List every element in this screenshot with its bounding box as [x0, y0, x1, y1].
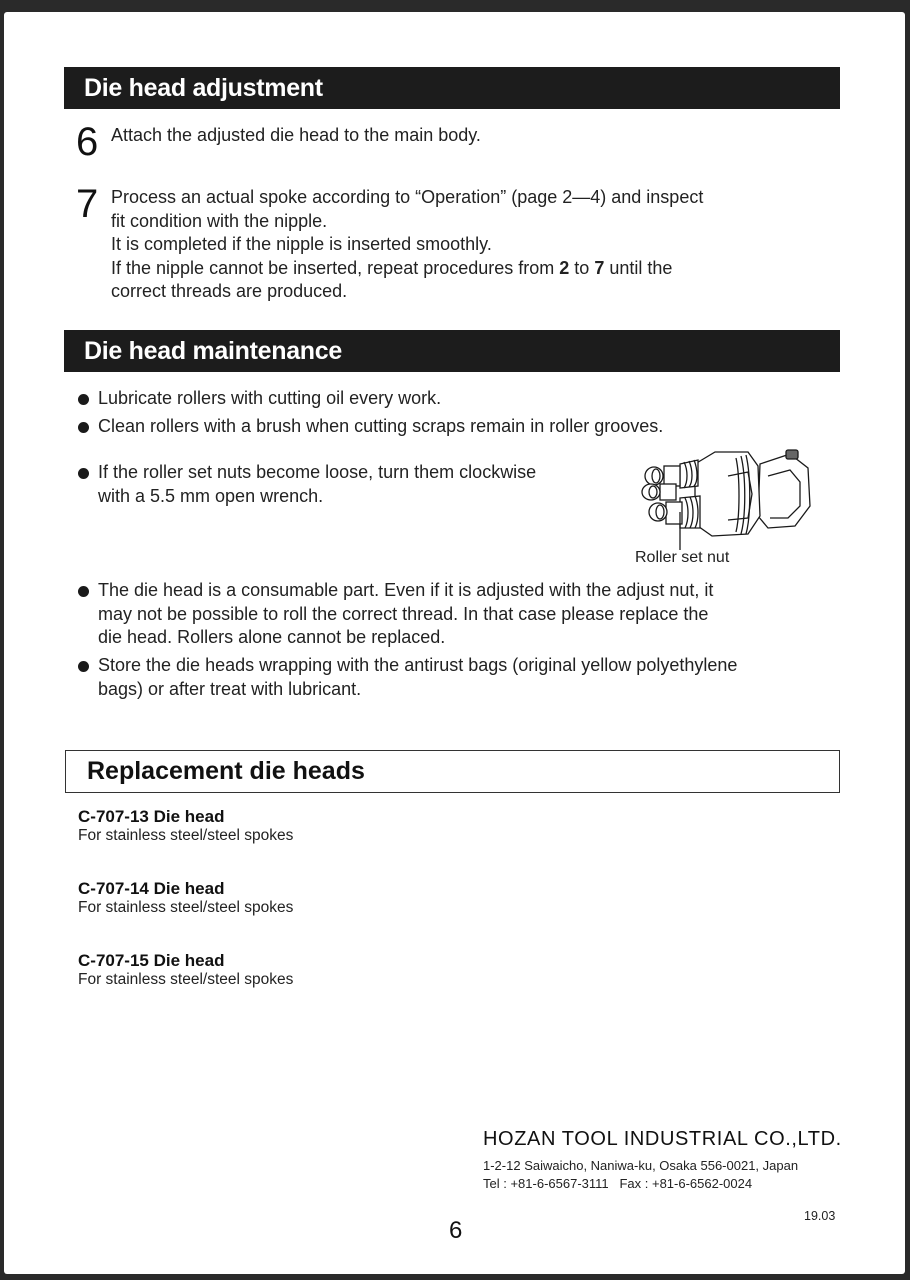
contact-line: Tel : +81-6-6567-3111 Fax : +81-6-6562-0024 — [483, 1176, 753, 1191]
figure-caption: Roller set nut — [635, 549, 730, 566]
step-line: correct threads are produced. — [111, 281, 348, 301]
product-name: C-707-14 Die head — [78, 879, 225, 898]
address-line: 1-2-12 Saiwaicho, Naniwa-ku, Osaka 556-0021, Japan — [483, 1158, 799, 1173]
step-text — [111, 186, 703, 304]
section-title: Die head maintenance — [84, 336, 342, 365]
bullet-text: die head. Rollers alone cannot be replaced. — [98, 627, 446, 647]
text-run: If the nipple cannot be inserted, repeat procedures from — [111, 257, 560, 278]
bullet-text: Store the die heads wrapping with the antirust bags (original yellow polyethylene — [98, 655, 738, 675]
section-title: Die head adjustment — [84, 73, 323, 102]
section-header-maintenance — [64, 330, 840, 372]
step-line: It is completed if the nipple is inserted smoothly. — [111, 234, 492, 254]
bullet-icon — [78, 661, 89, 672]
product-item — [78, 807, 293, 845]
section-header-replacement — [65, 750, 840, 793]
step-line — [111, 257, 703, 281]
product-description: For stainless steel/steel spokes — [78, 899, 294, 916]
product-description: For stainless steel/steel spokes — [78, 971, 294, 988]
product-description: For stainless steel/steel spokes — [78, 827, 294, 844]
step-line: Attach the adjusted die head to the main body. — [111, 125, 481, 145]
company-address — [483, 1157, 798, 1193]
version-code: 19.03 — [804, 1209, 836, 1223]
step-ref: 7 — [594, 257, 605, 278]
step-line: fit condition with the nipple. — [111, 210, 328, 231]
bullet-text: with a 5.5 mm open wrench. — [98, 485, 324, 506]
text-run: to — [569, 257, 595, 278]
step-line: Process an actual spoke according to “Operation” (page 2—4) and inspect — [111, 187, 704, 207]
bullet-icon — [78, 586, 89, 597]
bullet-icon — [78, 394, 89, 405]
step-number: 6 — [76, 120, 99, 164]
step-ref: 2 — [559, 257, 570, 278]
bullet-icon — [78, 422, 89, 433]
product-name: C-707-13 Die head — [78, 807, 225, 826]
step-number: 7 — [76, 182, 99, 226]
bullet-text: Lubricate rollers with cutting oil every work. — [98, 388, 442, 408]
bullet-text: If the roller set nuts become loose, turn them clockwise — [98, 462, 537, 482]
bullet-text: The die head is a consumable part. Even if it is adjusted with the adjust nut, it — [98, 580, 714, 600]
text-run: until the — [604, 257, 673, 278]
bullet-text: may not be possible to roll the correct thread. In that case please replace the — [98, 603, 709, 624]
product-item — [78, 879, 293, 917]
step-text — [111, 124, 481, 148]
bullet-text: Clean rollers with a brush when cutting scraps remain in roller grooves. — [98, 416, 664, 436]
section-title: Replacement die heads — [87, 757, 365, 785]
page-number: 6 — [449, 1217, 463, 1244]
section-header-adjustment — [64, 67, 840, 109]
bullet-text: bags) or after treat with lubricant. — [98, 678, 362, 699]
die-head-illustration-icon — [640, 446, 820, 551]
bullet-icon — [78, 468, 89, 479]
company-name: HOZAN TOOL INDUSTRIAL CO.,LTD. — [483, 1128, 842, 1150]
product-name: C-707-15 Die head — [78, 951, 225, 970]
product-item — [78, 951, 293, 989]
